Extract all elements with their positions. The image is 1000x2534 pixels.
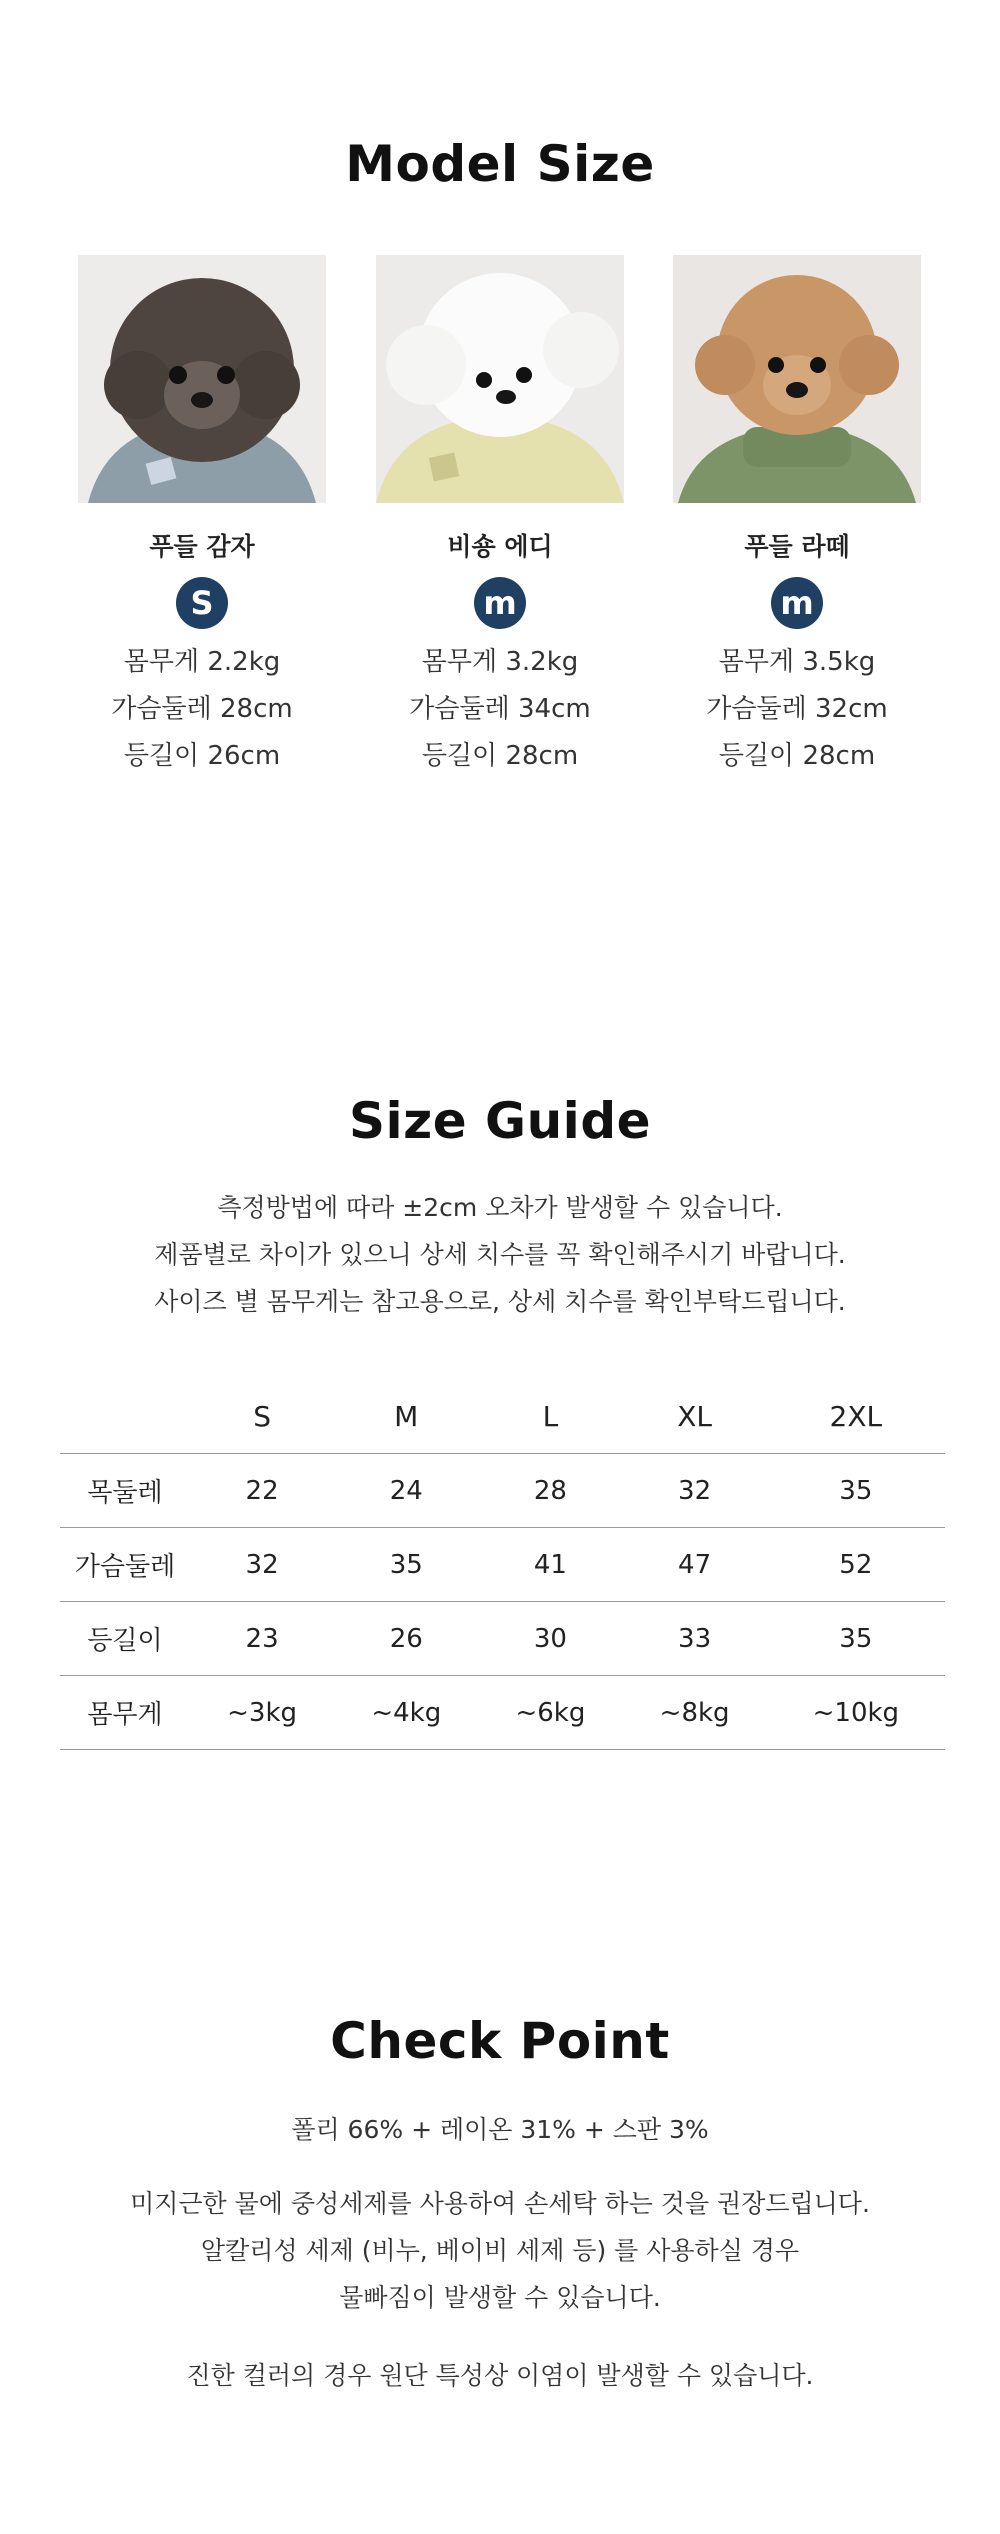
model-back-length: 등길이 28cm — [718, 741, 876, 771]
table-cell: 23 — [190, 1602, 334, 1676]
table-header-cell: S — [253, 1400, 271, 1433]
size-table-header — [60, 1380, 945, 1454]
table-cell: 33 — [623, 1602, 767, 1676]
model-chest: 가슴둘레 28cm — [111, 694, 293, 724]
table-header-cell: M — [394, 1400, 419, 1433]
table-cell: ~6kg — [478, 1676, 622, 1750]
row-label: 등길이 — [60, 1602, 190, 1676]
care-line: 미지근한 물에 중성세제를 사용하여 손세탁 하는 것을 권장드립니다. — [130, 2189, 870, 2218]
model-weight: 몸무게 3.5kg — [718, 647, 876, 677]
size-guide-notes — [0, 1184, 1000, 1325]
table-cell: 24 — [334, 1454, 478, 1528]
table-cell: 32 — [190, 1528, 334, 1602]
table-cell: 28 — [478, 1454, 622, 1528]
size-guide-note: 측정방법에 따라 ±2cm 오차가 발생할 수 있습니다. — [217, 1193, 783, 1222]
table-row — [60, 1602, 945, 1676]
model-photo-latte — [673, 255, 921, 503]
row-label: 가슴둘레 — [60, 1528, 190, 1602]
model-size-heading: Model Size — [345, 135, 655, 193]
table-cell: 32 — [623, 1454, 767, 1528]
model-card-gamja — [77, 255, 327, 780]
table-header-cell — [60, 1380, 190, 1454]
model-photo-eddie — [376, 255, 624, 503]
table-cell: 47 — [623, 1528, 767, 1602]
model-card-latte — [672, 255, 922, 780]
size-guide-heading: Size Guide — [348, 1092, 652, 1150]
table-header-cell: XL — [677, 1400, 712, 1433]
row-label: 몸무게 — [60, 1676, 190, 1750]
table-cell: 41 — [478, 1528, 622, 1602]
table-cell: 52 — [767, 1528, 945, 1602]
table-cell: ~8kg — [623, 1676, 767, 1750]
row-label: 목둘레 — [60, 1454, 190, 1528]
size-badge: m — [771, 577, 823, 629]
model-back-length: 등길이 28cm — [421, 741, 579, 771]
size-guide-note: 사이즈 별 몸무게는 참고용으로, 상세 치수를 확인부탁드립니다. — [154, 1287, 846, 1316]
table-cell: 30 — [478, 1602, 622, 1676]
size-badge: m — [474, 577, 526, 629]
table-cell: 35 — [767, 1602, 945, 1676]
model-name: 비숑 에디 — [447, 532, 553, 561]
color-transfer-note: 진한 컬러의 경우 원단 특성상 이염이 발생할 수 있습니다. — [186, 2361, 814, 2390]
material-info: 폴리 66% + 레이온 31% + 스판 3% — [291, 2115, 709, 2144]
table-row — [60, 1454, 945, 1528]
table-row — [60, 1528, 945, 1602]
table-cell: ~4kg — [334, 1676, 478, 1750]
table-cell: 22 — [190, 1454, 334, 1528]
size-badge: S — [176, 577, 228, 629]
model-photo-gamja — [78, 255, 326, 503]
care-instructions — [0, 2180, 1000, 2321]
model-chest: 가슴둘레 34cm — [409, 694, 591, 724]
model-list — [0, 255, 1000, 795]
table-row — [60, 1676, 945, 1750]
care-line: 물빠짐이 발생할 수 있습니다. — [339, 2283, 661, 2312]
check-point-heading: Check Point — [330, 2012, 670, 2070]
size-guide-note: 제품별로 차이가 있으니 상세 치수를 꼭 확인해주시기 바랍니다. — [154, 1240, 846, 1269]
table-cell: 26 — [334, 1602, 478, 1676]
care-line: 알칼리성 세제 (비누, 베이비 세제 등) 를 사용하실 경우 — [200, 2236, 800, 2265]
table-header-cell: L — [542, 1400, 559, 1433]
table-header-cell: 2XL — [829, 1400, 883, 1433]
model-name: 푸들 감자 — [149, 532, 255, 561]
model-weight: 몸무게 2.2kg — [123, 647, 281, 677]
table-cell: ~3kg — [190, 1676, 334, 1750]
table-cell: 35 — [334, 1528, 478, 1602]
table-cell: 35 — [767, 1454, 945, 1528]
table-cell: ~10kg — [767, 1676, 945, 1750]
model-weight: 몸무게 3.2kg — [421, 647, 579, 677]
size-table — [60, 1380, 945, 1750]
model-name: 푸들 라떼 — [744, 532, 850, 561]
model-chest: 가슴둘레 32cm — [706, 694, 888, 724]
model-back-length: 등길이 26cm — [123, 741, 281, 771]
model-card-eddie — [375, 255, 625, 780]
